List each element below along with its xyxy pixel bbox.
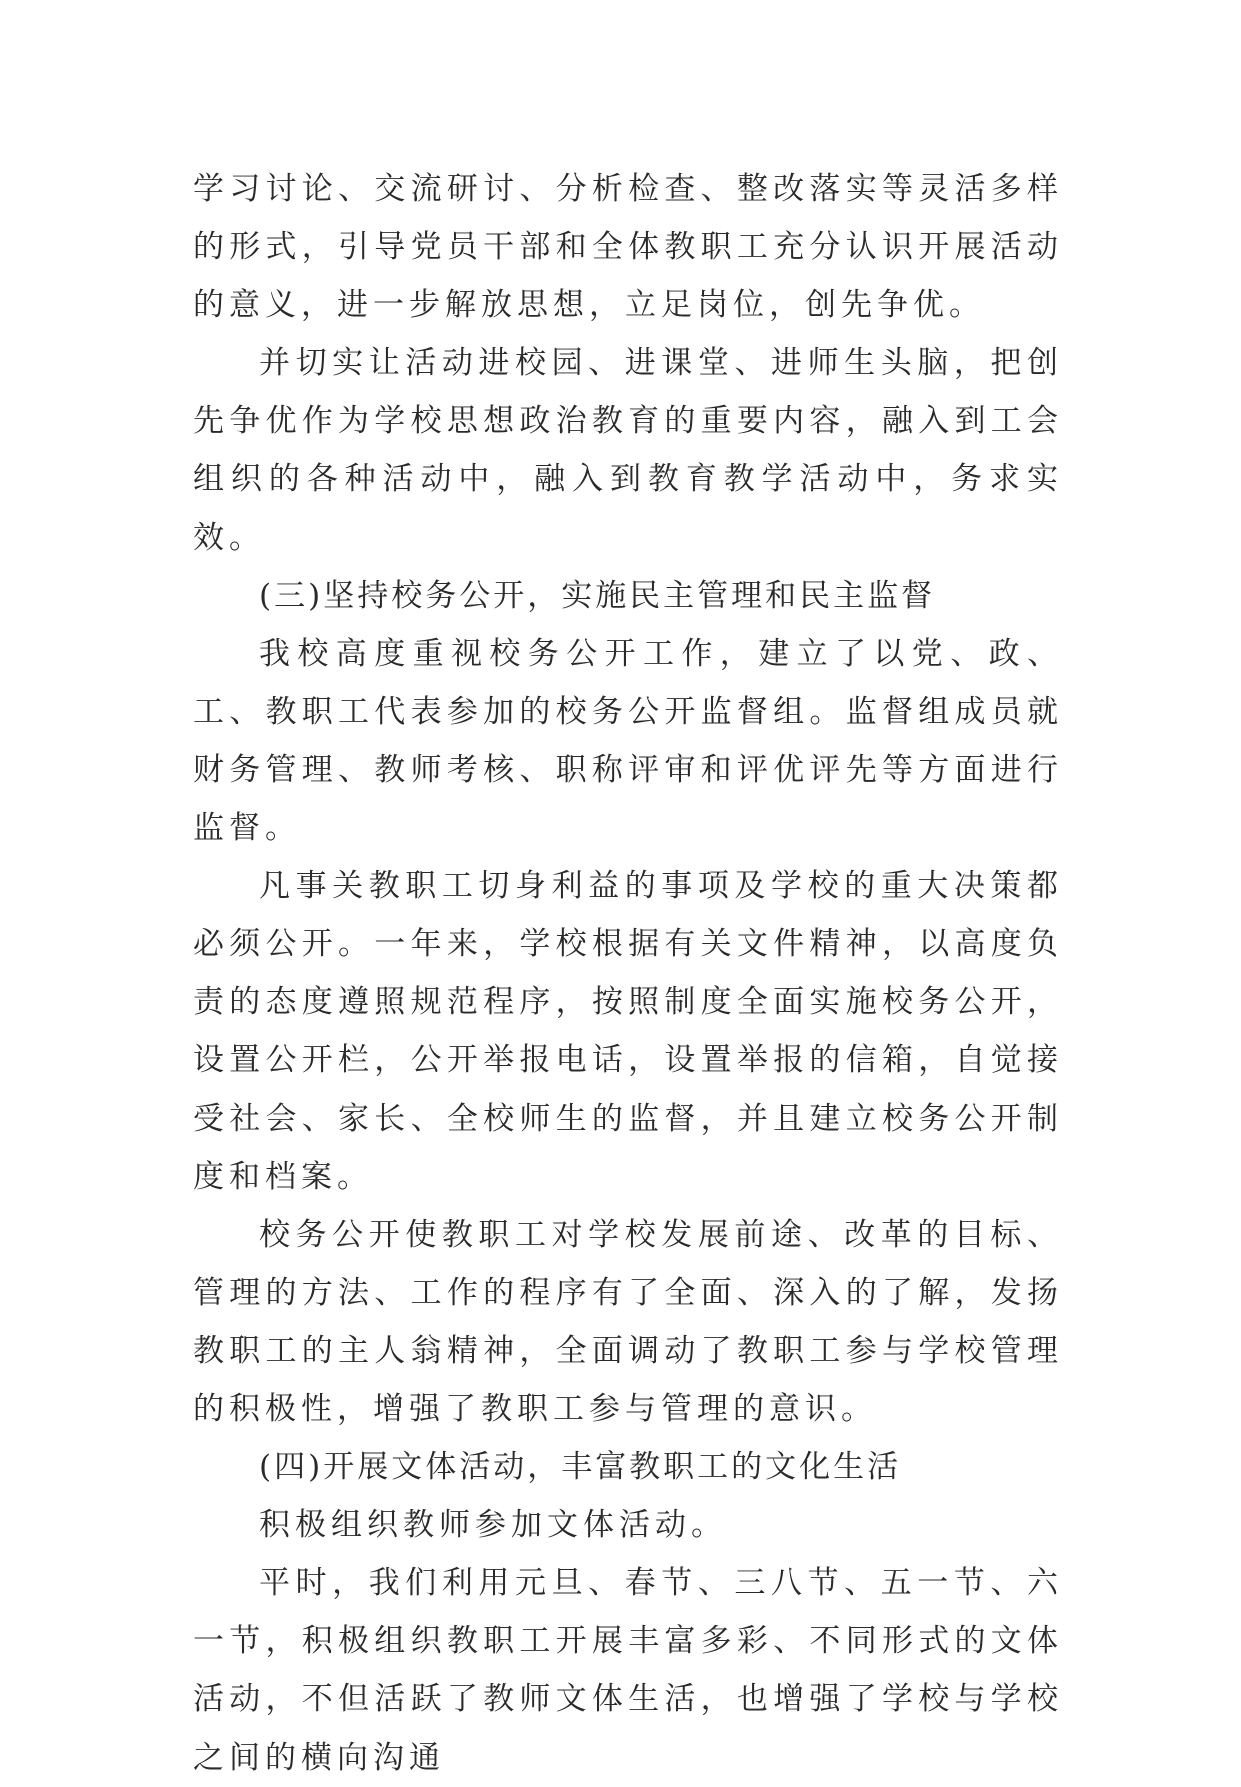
- paragraph-discussion-forms: 学习讨论、交流研讨、分析检查、整改落实等灵活多样的形式，引导党员干部和全体教职工充分认识开展活动的意义，进一步解放思想，立足岗位，创先争优。: [193, 171, 1063, 324]
- paragraph-disclosure-effects: 校务公开使教职工对学校发展前途、改革的目标、管理的方法、工作的程序有了全面、深入的了解，发扬教职工的主人翁精神，全面调动了教职工参与学校管理的积极性，增强了教职工参与管理的意识。: [193, 1216, 1063, 1427]
- document-body: [193, 160, 1063, 1787]
- section-heading-cultural-activities: (四)开展文体活动，丰富教职工的文化生活: [259, 1449, 902, 1486]
- section-heading-school-affairs: (三)坚持校务公开，实施民主管理和民主监督: [259, 577, 936, 614]
- paragraph-public-disclosure: 凡事关教职工切身利益的事项及学校的重大决策都必须公开。一年来，学校根据有关文件精神，以高度负责的态度遵照规范程序，按照制度全面实施校务公开，设置公开栏，公开举报电话，设置举报的信箱，自觉接受社会、家长、全校师生的监督，并且建立校务公开制度和档案。: [193, 868, 1063, 1195]
- paragraph-campus-activities: 并切实让活动进校园、进课堂、进师生头脑，把创先争优作为学校思想政治教育的重要内容，融入到工会组织的各种活动中，融入到教育教学活动中，务求实效。: [193, 345, 1063, 556]
- paragraph-supervision-group: 我校高度重视校务公开工作，建立了以党、政、工、教职工代表参加的校务公开监督组。监督组成员就财务管理、教师考核、职称评审和评优评先等方面进行监督。: [193, 635, 1063, 847]
- paragraph-holiday-activities: 平时，我们利用元旦、春节、三八节、五一节、六一节，积极组织教职工开展丰富多彩、不同形式的文体活动，不但活跃了教师文体生活，也增强了学校与学校之间的横向沟通: [193, 1565, 1063, 1776]
- paragraph-organize-activities: 积极组织教师参加文体活动。: [259, 1507, 727, 1544]
